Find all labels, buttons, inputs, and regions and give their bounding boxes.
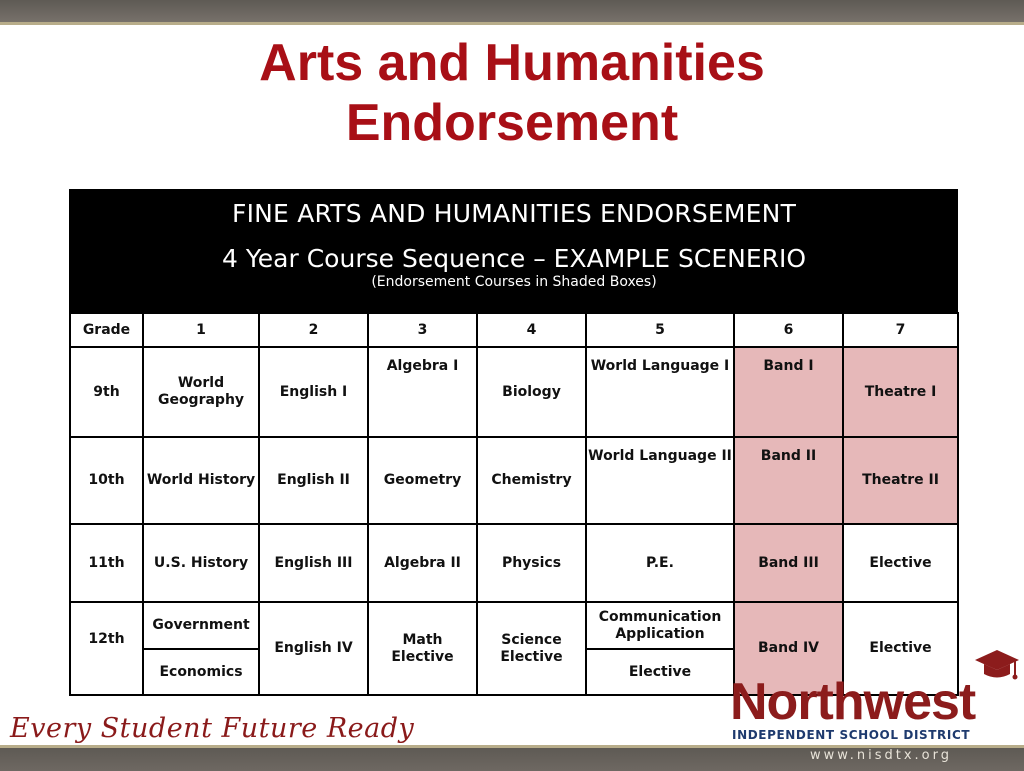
slide-title [0, 33, 1024, 153]
course-cell: Elective [843, 602, 958, 695]
endorsement-course-cell: Band III [734, 524, 843, 602]
column-header: 1 [143, 313, 259, 347]
table-note: (Endorsement Courses in Shaded Boxes) [70, 273, 958, 313]
grade-cell: 12th [70, 602, 143, 695]
column-header: 4 [477, 313, 586, 347]
course-cell: World Language II [586, 437, 734, 524]
course-cell: Communication Application [586, 602, 734, 649]
endorsement-course-cell: Band II [734, 437, 843, 524]
course-cell: Science Elective [477, 602, 586, 695]
district-logo [722, 648, 1022, 746]
course-cell: Algebra II [368, 524, 477, 602]
grade-cell: 9th [70, 347, 143, 437]
top-bar [0, 0, 1024, 25]
course-cell: English III [259, 524, 368, 602]
endorsement-course-cell: Theatre I [843, 347, 958, 437]
course-cell: Geometry [368, 437, 477, 524]
course-cell: U.S. History [143, 524, 259, 602]
course-cell: Math Elective [368, 602, 477, 695]
course-cell: Algebra I [368, 347, 477, 437]
course-cell: English I [259, 347, 368, 437]
table-row [70, 437, 958, 524]
table-subheading: 4 Year Course Sequence – EXAMPLE SCENERIO [70, 237, 958, 273]
course-cell: Biology [477, 347, 586, 437]
title-line-2: Endorsement [345, 94, 679, 152]
table-heading: FINE ARTS AND HUMANITIES ENDORSEMENT [70, 189, 958, 237]
district-url: www.nisdtx.org [810, 748, 952, 763]
course-cell: World Geography [143, 347, 259, 437]
table-row [70, 347, 958, 437]
logo-subtitle: INDEPENDENT SCHOOL DISTRICT [732, 728, 971, 742]
graduation-cap-icon [974, 648, 1020, 684]
tagline: Every Student Future Ready [10, 713, 415, 744]
course-cell: World History [143, 437, 259, 524]
table-row [70, 524, 958, 602]
course-cell: Economics [143, 649, 259, 695]
column-header: 6 [734, 313, 843, 347]
course-cell: World Language I [586, 347, 734, 437]
table-row [70, 602, 958, 649]
course-cell: Chemistry [477, 437, 586, 524]
endorsement-course-cell: Band IV [734, 602, 843, 695]
column-header: 2 [259, 313, 368, 347]
course-cell: Physics [477, 524, 586, 602]
column-header: 3 [368, 313, 477, 347]
course-sequence-table [69, 189, 957, 680]
column-header: 7 [843, 313, 958, 347]
course-cell: Elective [586, 649, 734, 695]
course-cell: Government [143, 602, 259, 649]
column-header: Grade [70, 313, 143, 347]
course-cell: Elective [843, 524, 958, 602]
course-cell: English II [259, 437, 368, 524]
title-line-1: Arts and Humanities [259, 34, 765, 92]
course-cell: English IV [259, 602, 368, 695]
endorsement-course-cell: Theatre II [843, 437, 958, 524]
column-header: 5 [586, 313, 734, 347]
grade-cell: 10th [70, 437, 143, 524]
course-cell: P.E. [586, 524, 734, 602]
logo-name: Northwest [730, 673, 976, 731]
endorsement-course-cell: Band I [734, 347, 843, 437]
column-header-row [70, 313, 958, 347]
grade-cell: 11th [70, 524, 143, 602]
